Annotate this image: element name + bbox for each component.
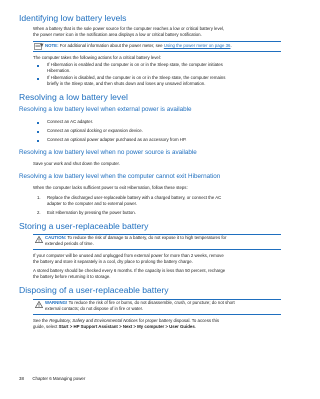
path-end: . [194, 324, 196, 329]
bullet-marker [37, 131, 39, 133]
paragraph-line: A stored battery should be checked every 6 months. If the capacity is less than 50 percent, recharge [33, 268, 226, 273]
heading-identifying-low-battery: Identifying low battery levels [19, 13, 127, 23]
bullet-marker [37, 140, 39, 142]
step-number: 2. [37, 210, 41, 215]
warning-body: To reduce the risk of fire or burns, do not disassemble, crush, or puncture; do not short [68, 300, 235, 305]
heading-resolving-low-battery: Resolving a low battery level [19, 92, 128, 102]
note-bottom-rule [33, 51, 281, 52]
paragraph-line: the battery and store it separately in a cool, dry place to prolong the battery charge. [33, 259, 193, 264]
step-number: 1. [37, 195, 41, 200]
regulatory-guide-title: Regulatory, Safety and Environmental Notices [49, 318, 138, 323]
subheading-cannot-exit-hibernation: Resolving a low battery level when the computer cannot exit Hibernation [19, 173, 221, 180]
note-end: . [230, 43, 232, 48]
path-prefix: guide, select [33, 324, 58, 329]
list-item-continuation: Hibernation. [47, 68, 71, 73]
chapter-label: Chapter 6 Managing power [32, 376, 86, 381]
subheading-external-power: Resolving a low battery level when external power is available [19, 106, 192, 113]
step-text: Exit Hibernation by pressing the power button. [47, 210, 136, 215]
subheading-no-power-source: Resolving a low battery level when no power source is available [19, 149, 197, 156]
list-item: If Hibernation is disabled, and the computer is on or in the Sleep state, the computer remains [47, 75, 226, 80]
note-label: NOTE: [45, 43, 59, 48]
warning-continuation: external contacts; do not dispose of in fire or water. [45, 306, 144, 311]
caution-continuation: extended periods of time. [45, 241, 94, 246]
warning-label: WARNING! [45, 300, 68, 305]
no-source-text: Save your work and shut down the computer. [33, 161, 120, 166]
note-body: For additional information about the power meter, see [59, 43, 163, 48]
caution-body: To reduce the risk of damage to a battery, do not expose it to high temperatures for [67, 235, 227, 240]
bullet-marker [37, 78, 39, 80]
list-item: Connect an AC adapter. [47, 119, 94, 124]
hibernation-intro: When the computer lacks sufficient power to exit Hibernation, follow these steps: [33, 185, 188, 190]
note-icon [34, 43, 44, 50]
step-text: Replace the discharged user-replaceable battery with a charged battery, or connect the AC [47, 195, 222, 200]
guide-path: Start > HP Support Assistant > Next > My computer > User Guides [58, 324, 195, 329]
caution-icon [35, 236, 43, 243]
warning-bottom-rule [33, 314, 281, 315]
power-meter-link[interactable]: Using the power meter on page 36 [163, 43, 231, 48]
heading-disposing-battery: Disposing of a user-replaceable battery [19, 285, 169, 295]
caution-bottom-rule [33, 249, 281, 250]
list-item-continuation: briefly in the Sleep state, and then shuts down and loses any unsaved information. [47, 81, 206, 86]
see-prefix: See the [33, 318, 48, 323]
page-footer [19, 376, 85, 381]
paragraph-line: the battery before returning it to storage. [33, 274, 111, 279]
warning-icon [35, 301, 43, 308]
list-item: If Hibernation is enabled and the computer is on or in the Sleep state, the computer initiates [47, 62, 223, 67]
heading-storing-battery: Storing a user-replaceable battery [19, 221, 149, 231]
paragraph-line: If your computer will be unused and unplugged from external power for more than 2 weeks, remove [33, 253, 224, 258]
page-number: 38 [19, 376, 24, 381]
actions-intro: The computer takes the following actions for a critical battery level: [33, 55, 161, 60]
paragraph-line: the power meter icon in the notification area displays a low or critical battery notification. [33, 32, 202, 37]
bullet-marker [37, 122, 39, 124]
note-text [45, 43, 232, 49]
step-text-continuation: adapter to the computer and to external power. [47, 201, 138, 206]
paragraph-line: When a battery that is the sole power source for the computer reaches a low or critical battery level, [33, 26, 225, 31]
see-suffix: for proper battery disposal. To access this [138, 318, 220, 323]
caution-label: CAUTION: [45, 235, 67, 240]
list-item: Connect an optional docking or expansion device. [47, 128, 143, 133]
bullet-marker [37, 65, 39, 67]
note-top-rule [33, 41, 281, 42]
list-item: Connect an optional power adapter purchased as an accessory from HP. [47, 137, 187, 142]
guide-path-text [33, 324, 196, 330]
